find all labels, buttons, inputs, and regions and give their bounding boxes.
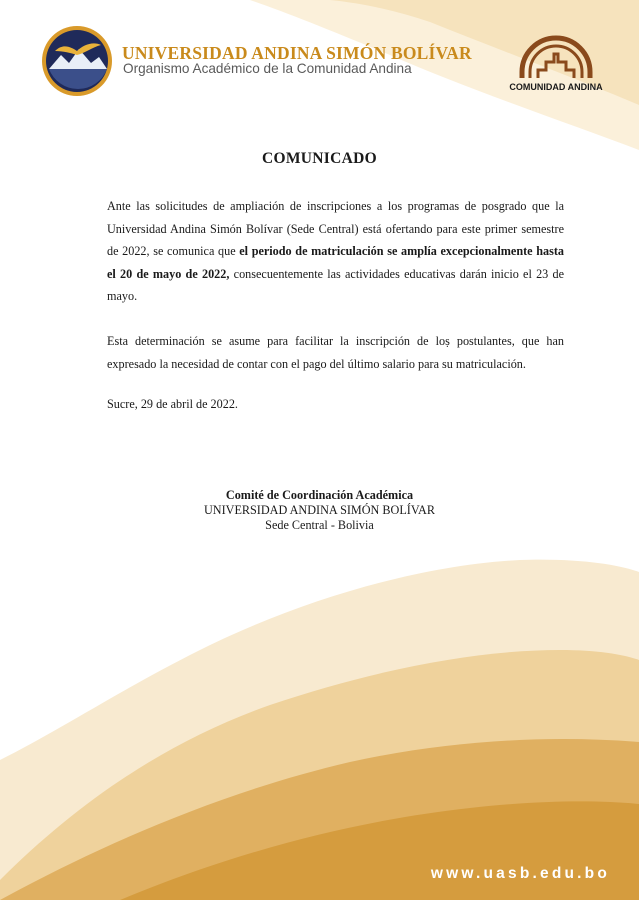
university-seal-logo (41, 25, 113, 97)
date-line: Sucre, 29 de abril de 2022. (107, 397, 238, 411)
paragraph-1-text-b: consecuentemente las actividades educativas darán inicio el 23 de mayo. (107, 266, 564, 304)
comunidad-andina-label: COMUNIDAD ANDINA (509, 82, 603, 92)
paragraph-2: Esta determinación se asume para facilitar la inscripción de loṣ postulantes, que han expresado la necesidad de contar con el pago del último salario para su matriculación. (107, 334, 564, 371)
university-subtitle: Organismo Académico de la Comunidad Andina (123, 61, 412, 76)
signature-university: UNIVERSIDAD ANDINA SIMÓN BOLÍVAR (203, 503, 435, 517)
document-title: COMUNICADO (262, 150, 377, 167)
paragraph-1 (107, 195, 564, 308)
signature-committee: Comité de Coordinación Académica (225, 488, 414, 502)
paragraph-1-text-a: Ante las solicitudes de ampliación de inscripciones a los programas de posgrado que la Universidad Andina Simón Bolívar (Sede Central) está ofertando para este primer semestre de 2022, se comunica que (107, 199, 564, 259)
paragraph-1-bold: el periodo de matriculación se amplía excepcionalmente hasta el 20 de mayo de 2022, (107, 244, 564, 281)
website-link[interactable]: www.uasb.edu.bo (430, 865, 610, 882)
comunidad-andina-logo (518, 32, 594, 80)
signature-location: Sede Central - Bolivia (265, 518, 374, 532)
university-name: UNIVERSIDAD ANDINA SIMÓN BOLÍVAR (122, 43, 472, 63)
